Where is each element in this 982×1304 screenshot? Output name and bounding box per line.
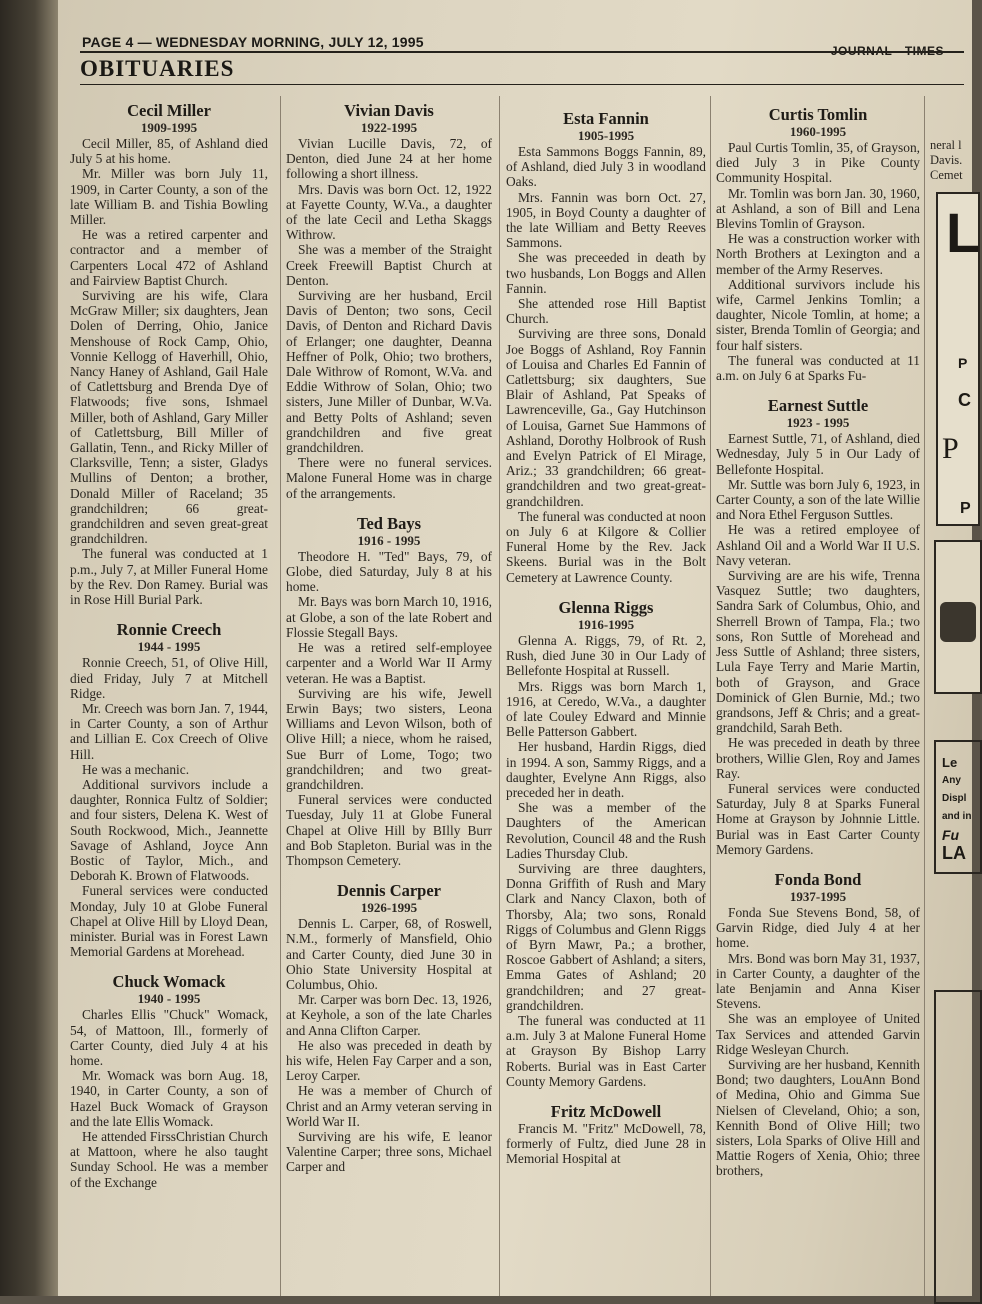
column-1 — [70, 98, 268, 1190]
column-divider — [710, 96, 711, 1296]
page-shadow — [0, 0, 58, 1296]
obituary-paragraph: Surviving are her husband, Kennith Bond; two daughters, LouAnn Bond of Medina, Ohio and Gimma Sue Nielsen of Cleveland, Ohio; a son, Kennith Bond of Olive Hill; two sisters, Lola Sparks of Olive Hill and Mattie Rogers of Xenia, Ohio; three brothers, — [716, 1056, 920, 1179]
obituary-name: Vivian Davis — [344, 101, 434, 120]
ad-line: LA — [942, 843, 966, 863]
obituary-paragraph: Mrs. Riggs was born March 1, 1916, at Ceredo, W.Va., a daughter of late Couley Edward and Minnie Belle Patterson Gabbert. — [506, 678, 706, 740]
obituary — [716, 871, 920, 1179]
obituary-name: Cecil Miller — [127, 101, 211, 120]
obituary — [286, 102, 492, 501]
obituary-paragraph: He was preceded in death by three brothers, Willie Glen, Roy and James Ray. — [716, 735, 920, 781]
ad-letter: P — [960, 500, 971, 517]
obituary-paragraph: Her husband, Hardin Riggs, died in 1994. A son, Sammy Riggs, and a daughter, Evelyne Ann Riggs, also preceded her in death. — [506, 739, 706, 800]
obituary-years: 1937-1995 — [789, 888, 847, 904]
obituary-paragraph: She was an employee of United Tax Services and attended Garvin Ridge Wesleyan Church. — [716, 1011, 920, 1057]
obituary-paragraph: Surviving are his wife, E leanor Valentine Carper; three sons, Michael Carper and — [286, 1128, 492, 1175]
obituary-paragraph: Glenna A. Riggs, 79, of Rt. 2, Rush, died June 30 in Our Lady of Bellefonte Hospital at Russell. — [506, 632, 706, 679]
obituary-paragraph: Cecil Miller, 85, of Ashland died July 5 at his home. — [70, 136, 268, 167]
obituary-years: 1944 - 1995 — [137, 639, 201, 655]
obituary — [506, 599, 706, 1089]
obituary-paragraph: Dennis L. Carper, 68, of Roswell, N.M., formerly of Mansfield, Ohio and Carter County, died June 30 in Ohio State University Hospital at Columbus, Ohio. — [286, 916, 492, 992]
obituary-paragraph: Mrs. Davis was born Oct. 12, 1922 at Fayette County, W.Va., a daughter of the late Cecil and Letha Skaggs Withrow. — [286, 181, 492, 243]
obituary-years: 1940 - 1995 — [137, 991, 201, 1007]
obituary — [70, 102, 268, 607]
obituary-paragraph: Paul Curtis Tomlin, 35, of Grayson, died July 3 in Pike County Community Hospital. — [716, 140, 920, 186]
obituary-name: Esta Fannin — [563, 109, 649, 128]
edge-line: Cemet — [930, 168, 963, 182]
obituary-paragraph: Mr. Tomlin was born Jan. 30, 1960, at Ashland, a son of Bill and Lena Blevins Tomlin of Grayson. — [716, 185, 920, 232]
obituary-paragraph: The funeral was conducted at 11 a.m. July 3 at Malone Funeral Home at Grayson By Bishop Larry Roberts. Burial was in East Carter County Memory Gardens. — [506, 1012, 706, 1089]
obituary-paragraph: Earnest Suttle, 71, of Ashland, died Wednesday, July 5 in Our Lady of Bellefonte Hospital. — [716, 431, 920, 477]
edge-text — [930, 138, 963, 183]
ad-photo-vehicle — [940, 602, 976, 642]
column-2 — [286, 98, 492, 1175]
obituary-years: 1923 - 1995 — [786, 415, 850, 431]
obituary-paragraph: Funeral services were conducted Tuesday, July 11 at Globe Funeral Chapel at Olive Hill by BIlly Burr and Bob Stapleton. Burial was in the Thompson Cemetery. — [286, 792, 492, 868]
obituary-paragraph: Mrs. Fannin was born Oct. 27, 1905, in Boyd County a daughter of the late William and Betty Reeves Sammons. — [506, 189, 706, 251]
obituary-paragraph: Mr. Carper was born Dec. 13, 1926, at Keyhole, a son of the late Charles and Anna Clifton Carper. — [286, 992, 492, 1038]
obituary-paragraph: Mrs. Bond was born May 31, 1937, in Carter County, a daughter of the late Benjamin and Anna Kiser Stevens. — [716, 950, 920, 1012]
ad-line: Le — [942, 755, 958, 770]
column-4 — [716, 102, 920, 1179]
obituary — [286, 515, 492, 868]
obituary-paragraph: Funeral services were conducted Monday, July 10 at Globe Funeral Chapel at Olive Hill by Lloyd Dean, minister. Burial was in Forest Lawn Memorial Gardens at Morehead. — [70, 883, 268, 960]
ad-bottom-border — [934, 990, 982, 1304]
ad-letter: C — [958, 390, 971, 410]
ad-letter: P — [958, 355, 968, 371]
obituary-paragraph: Francis M. "Fritz" McDowell, 78, formerly of Fultz, died June 28 in Memorial Hospital at — [506, 1120, 706, 1167]
obituary-name: Curtis Tomlin — [768, 105, 868, 124]
obituary-paragraph: Surviving are her husband, Ercil Davis of Denton; two sons, Cecil Davis, of Denton and Richard Davis of Erlanger; one daughter, Deanna Heffner of Polk, Ohio; two brothers, Dale Withrow of Romont, W.Va. and Eddie Withrow of Solan, Ohio; two sisters, June Miller of Dunbar, W.Va. and Betty Polts of Ashland; seven grandchildren and five great grandchildren. — [286, 288, 492, 456]
obituary-paragraph: Mr. Bays was born March 10, 1916, at Globe, a son of the late Robert and Flossie Stegall Bays. — [286, 594, 492, 640]
obituary-name: Earnest Suttle — [767, 396, 869, 416]
obituary-paragraph: Mr. Creech was born Jan. 7, 1944, in Carter County, a son of Arthur and Lillian E. Cox Creech of Olive Hill. — [70, 700, 268, 762]
column-3 — [506, 106, 706, 1167]
obituary-paragraph: Esta Sammons Boggs Fannin, 89, of Ashland, died July 3 in woodland Oaks. — [506, 144, 706, 190]
obituary — [716, 106, 920, 383]
obituary-paragraph: Additional survivors include a daughter, Ronnica Fultz of Soldier; and four sisters, Delena K. West of South Rockwood, Mich., Jeannette Savage of Ashland, Joyce Ann Bostic of Taylor, Mich., and Deborah K. Brown of Flatwoods. — [70, 776, 268, 884]
obituary-years: 1916 - 1995 — [357, 532, 421, 548]
obituary-paragraph: He was a retired carpenter and contractor and a member of Carpenters Local 472 of Ashland and Fairview Baptist Church. — [70, 227, 268, 288]
column-divider — [924, 96, 925, 1296]
obituary-paragraph: He was a construction worker with North Brothers at Lexington and a member of the Army Reserves. — [716, 231, 920, 277]
column-divider — [280, 96, 281, 1296]
obituary-paragraph: Funeral services were conducted Saturday, July 8 at Sparks Funeral Home at Grayson by Johnnie Little. Burial was in East Carter County Memory Gardens. — [716, 780, 920, 857]
ad-line: and in — [942, 811, 972, 822]
ad-photo — [934, 540, 982, 694]
obituary-paragraph: Vivian Lucille Davis, 72, of Denton, died June 24 at her home following a short illness. — [286, 136, 492, 182]
obituary-paragraph: Surviving are are his wife, Trenna Vasquez Suttle; two daughters, Sandra Sark of Columbus, Ohio, and Sherrell Brown of Tampa, Fla.; two sons, Ron Suttle of Morehead and Jess Suttle of Ashland; three sisters, Lula Faye Terry and Marie Martin, both of Grayson, and Grace Dominick of Glen Burnie, Md.; two grandsons, Jeff & Chris; and a great-grandchild, Sarah Beth. — [716, 568, 920, 736]
obituary-name: Ted Bays — [356, 513, 422, 533]
masthead-rule — [80, 51, 964, 53]
obituary-paragraph: Mr. Womack was born Aug. 18, 1940, in Carter County, a son of Hazel Buck Womack of Grayson and the late Ellis Womack. — [70, 1068, 268, 1129]
ad-line: Fu — [942, 827, 960, 843]
edge-line: neral l — [930, 138, 962, 152]
obituary — [716, 397, 920, 857]
ad-line: Displ — [942, 793, 967, 804]
obituary-name: Ronnie Creech — [116, 620, 222, 640]
obituary-paragraph: He was a member of Church of Christ and an Army veteran serving in World War II. — [286, 1083, 492, 1129]
obituary-paragraph: She attended rose Hill Baptist Church. — [506, 296, 706, 327]
obituary — [70, 973, 268, 1189]
ad-letter: L — [946, 201, 981, 264]
section-rule — [80, 84, 964, 85]
obituary-years: 1922-1995 — [360, 120, 418, 135]
obituary — [506, 1103, 706, 1167]
obituary-paragraph: Surviving are three daughters, Donna Griffith of Rush and Mary Clark and Nancy Claxon, both of Thorsby, Ala; two sons, Ronald Riggs of Columbus and Glenn Riggs of Byrn Mawr, Pa.; a brother, Roscoe Gabbert of Ashland; a siters, Emma Gates of Ashland; 20 grandchildren; and 27 great-grandchildren. — [506, 860, 706, 1013]
obituary — [286, 882, 492, 1174]
obituary-paragraph: She was a member of the Straight Creek Freewill Baptist Church at Denton. — [286, 242, 492, 288]
obituary-name: Dennis Carper — [336, 881, 442, 901]
obituary-years: 1909-1995 — [140, 120, 198, 135]
edge-line: Davis. — [930, 153, 963, 167]
masthead-date: PAGE 4 — WEDNESDAY MORNING, JULY 12, 1995 — [82, 34, 424, 50]
obituary-years: 1960-1995 — [789, 124, 847, 139]
obituary-paragraph: He was a retired employee of Ashland Oil and a World War II U.S. Navy veteran. — [716, 522, 920, 568]
ad-letter: P — [942, 432, 959, 465]
obituary-paragraph: Charles Ellis "Chuck" Womack, 54, of Mattoon, Ill., formerly of Carter County, died July 4 at his home. — [70, 1007, 268, 1068]
obituary — [506, 110, 706, 585]
obituary-paragraph: Fonda Sue Stevens Bond, 58, of Garvin Ridge, died July 4 at her home. — [716, 904, 920, 951]
obituary-paragraph: The funeral was conducted at noon on July 6 at Kilgore & Collier Funeral Home by the Rev. Jack Skeens. Burial was in the Bolt Cemetery at Lawrence County. — [506, 508, 706, 585]
obituary-paragraph: He attended FirssChristian Church at Mattoon, where he also taught Sunday School. He was a member of the Exchange — [70, 1128, 268, 1190]
obituary-paragraph: Mr. Suttle was born July 6, 1923, in Carter County, a son of the late Willie and Nora Ethel Ferguson Suttles. — [716, 476, 920, 523]
ad-line: Any — [942, 775, 961, 786]
obituary — [70, 621, 268, 959]
obituary-paragraph: Theodore H. "Ted" Bays, 79, of Globe, died Saturday, July 8 at his home. — [286, 548, 492, 595]
obituary-years: 1905-1995 — [577, 128, 635, 143]
obituary-paragraph: She was preceeded in death by two husbands, Lon Boggs and Allen Fannin. — [506, 250, 706, 296]
obituary-paragraph: Mr. Miller was born July 11, 1909, in Carter County, a son of the late William B. and Tishia Bowling Miller. — [70, 166, 268, 228]
obituary-name: Fonda Bond — [774, 869, 862, 889]
obituary-paragraph: He was a retired self-employee carpenter and a World War II Army veteran. He was a Baptist. — [286, 640, 492, 686]
column-divider — [499, 96, 500, 1296]
obituary-paragraph: There were no funeral services. Malone Funeral Home was in charge of the arrangements. — [286, 455, 492, 501]
obituary-paragraph: Surviving are three sons, Donald Joe Boggs of Ashland, Roy Fannin of Louisa and Charles Ed Fannin of Catlettsburg; six daughters, Sue Blair of Ashland, Pat Speaks of Lawrenceville, Ga., Gay Hutchinson of Louisa, Garnet Sue Hammons of Ashland, Dorothy Holbrook of Rush and Evelyn Patrick of El Mirage, Ariz.; 33 grandchildren; 66 great-grandchildren and two great-great-grandchildren. — [506, 326, 706, 509]
obituary-paragraph: He also was preceded in death by his wife, Helen Fay Carper and a son, Leroy Carper. — [286, 1037, 492, 1084]
obituary-paragraph: He was a mechanic. — [82, 761, 190, 777]
obituary-name: Glenna Riggs — [558, 597, 654, 617]
ad-lower-border — [934, 740, 982, 874]
obituary-paragraph: She was a member of the Daughters of the American Revolution, Council 48 and the Rush Ladies Thursday Club. — [506, 800, 706, 861]
obituary-years: 1916-1995 — [577, 616, 635, 632]
obituary-paragraph: The funeral was conducted at 1 p.m., July 7, at Miller Funeral Home by the Rev. Don Ramey. Burial was in Rose Hill Burial Park. — [70, 546, 268, 608]
obituary-years: 1926-1995 — [360, 900, 418, 916]
obituary-name: Fritz McDowell — [550, 1101, 662, 1121]
obituary-paragraph: Ronnie Creech, 51, of Olive Hill, died Friday, July 7 at Mitchell Ridge. — [70, 655, 268, 701]
obituary-paragraph: Additional survivors include his wife, Carmel Jenkins Tomlin; a daughter, Nicole Tomlin, at home; a sister, Brenda Tomlin of Georgia; and four half sisters. — [716, 276, 920, 353]
obituary-paragraph: The funeral was conducted at 11 a.m. on July 6 at Sparks Fu- — [716, 352, 920, 384]
obituary-paragraph: Surviving are his wife, Clara McGraw Miller; six daughters, Jean Dolen of Derring, Ohio, Janice Menshouse of Rock Camp, Ohio, Vonnie Kellogg of Haverhill, Ohio, Nancy Haney of Ashland, Gail Hale of Catlettsburg and Brenda Dye of Flatwoods; five sons, Ishmael Miller, both of Ashland, Gary Miller of Catlettsburg, Bill Miller of Gallatin, Tenn., and Ricky Miller of Clarksville, Tenn; a sister, Gladys Mullins of Denton; a brother, Donald Miller of Raceland; 35 grandchildren; 66 great-grandchildren and seven great-great grandchildren. — [70, 288, 268, 547]
obituary-name: Chuck Womack — [112, 972, 226, 992]
section-title: OBITUARIES — [80, 56, 235, 81]
obituary-paragraph: Surviving are his wife, Jewell Erwin Bays; two sisters, Leona Williams and Levon Wilson, both of Olive Hill; a niece, whom he raised, Sue Burr of Lome, Togo; two grandchildren; and two great-grandchildren. — [286, 685, 492, 792]
